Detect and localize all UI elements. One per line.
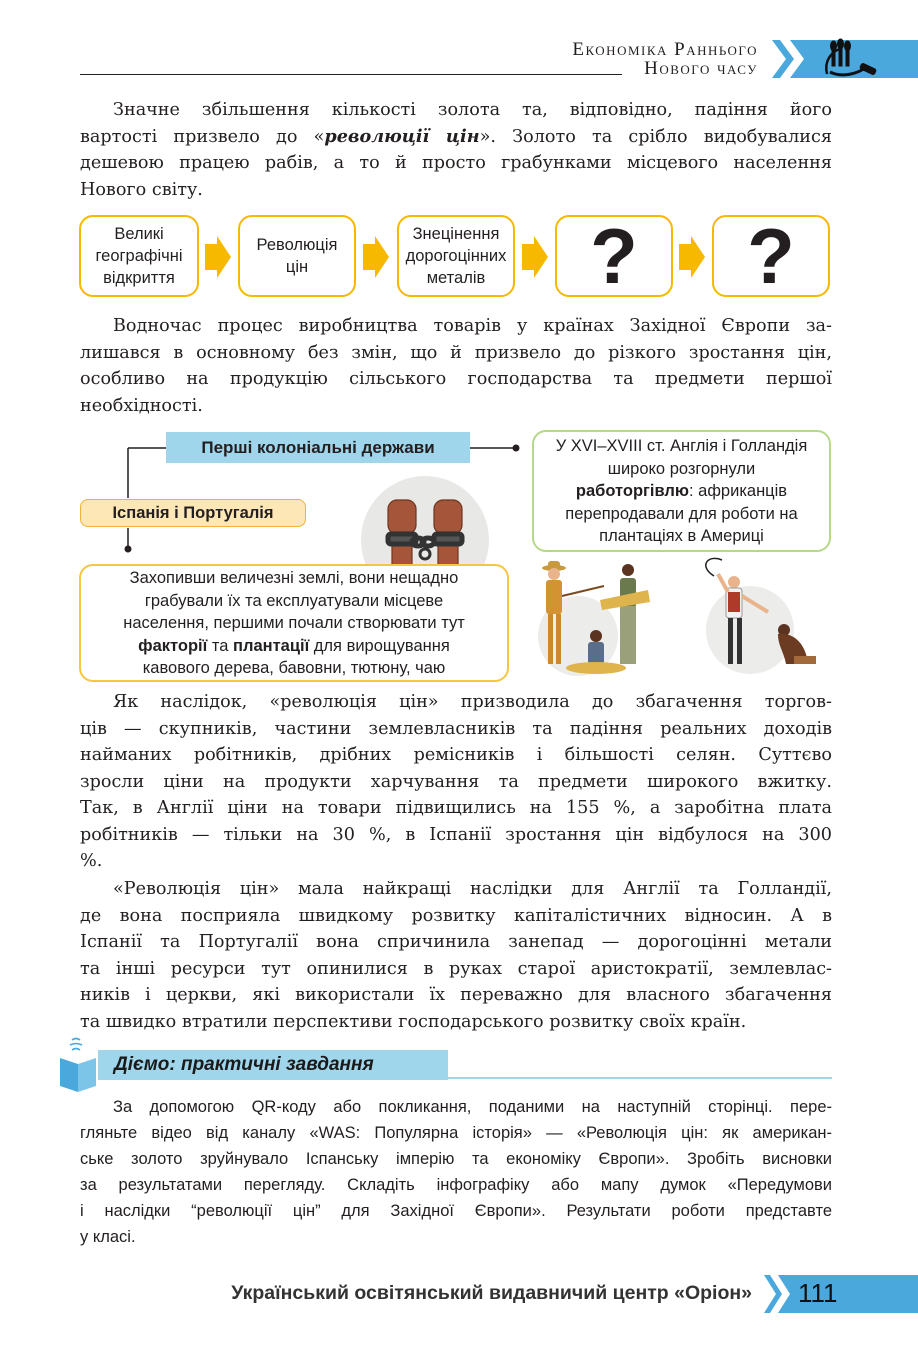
flow-box-1-line: відкриття xyxy=(103,269,175,287)
slave-trade-line xyxy=(534,480,829,503)
slave-trade-line: перепродавали для роботи на xyxy=(565,504,798,523)
paragraph-3 xyxy=(80,689,832,875)
p4-line: ників і церкви, які використали їх переважно для власного збагачення xyxy=(80,985,832,1005)
flow-box-metal-devaluation xyxy=(397,215,515,297)
flow-box-3-line: металів xyxy=(426,269,486,287)
task-paragraph xyxy=(80,1094,832,1250)
paragraph-2 xyxy=(80,313,832,419)
intro-line-2b: ». Золото та срібло видобувалися xyxy=(479,126,832,147)
conj: та xyxy=(207,636,233,655)
p3-line: Як наслідок, «революція цін» призводила до збагачення торгов- xyxy=(113,692,832,712)
task-line: гляньте відео від каналу «WAS: Популярна історія» — «Революція цін: як американ- xyxy=(80,1124,832,1142)
p2-line: лишався в основному без змін, що й призвело до різкого зростання цін, xyxy=(80,342,832,363)
page-number: 111 xyxy=(798,1278,838,1308)
revolution-prices-term: революції цін xyxy=(324,125,480,147)
p4-line: та інші ресурси тут опинилися в руках старої аристократії, землевлас- xyxy=(80,958,832,979)
spain-portugal-line: Захопивши величезні землі, вони нещадно xyxy=(129,569,459,587)
flow-box-price-revolution xyxy=(238,215,356,297)
p4-line: де вона посприяла швидкому розвитку капіталістичних відносин. А в xyxy=(80,905,832,926)
p3-line: ців — скупників, частини землевласників та падіння реальних доходів xyxy=(80,718,832,739)
slave-trade-term: работоргівлю xyxy=(575,482,689,500)
task-line: ське золото зруйнувало Іспанську імперію та економіку Європи». Зробіть висновки xyxy=(80,1150,832,1168)
flow-box-3-line: дорогоцінних xyxy=(405,247,507,265)
colonial-title: Перші колоніальні держави xyxy=(166,432,470,463)
factories-term: факторії xyxy=(138,636,208,655)
p3-line: робітників — тільки на 30 %, в Іспанії зростання цін відбулося на 300 xyxy=(80,824,832,845)
task-rule xyxy=(448,1077,832,1079)
p4-line: «Революція цін» мала найкращі наслідки для Англії та Голландії, xyxy=(113,879,832,899)
flow-box-unknown-2 xyxy=(712,212,830,300)
spain-portugal-line: грабували їх та експлуатували місцеве xyxy=(144,591,444,610)
slave-trade-line-rest: : африканців xyxy=(689,482,788,500)
p2-line: необхідності. xyxy=(80,395,203,416)
flow-arrow-4 xyxy=(679,236,705,278)
intro-line-2a: вартості призвело до « xyxy=(80,126,325,147)
question-mark: ? xyxy=(590,212,638,300)
spain-portugal-label: Іспанія і Португалія xyxy=(80,499,306,527)
footer-chevron-banner xyxy=(764,1275,918,1313)
p3-line: Так, в Англії ціни на товари підвищились на 155 %, а заробітна плата xyxy=(80,798,832,818)
p2-line: Водночас процес виробництва товарів у країнах Західної Європи за- xyxy=(113,316,832,336)
slave-trade-box xyxy=(532,430,831,552)
flow-box-2-line: Революція xyxy=(256,236,338,254)
flow-box-discoveries xyxy=(79,215,199,297)
flow-arrow-3 xyxy=(522,236,548,278)
header-line-1: Економіка Раннього xyxy=(572,39,758,60)
book-icon xyxy=(58,1036,102,1092)
spain-portugal-line: кавового дерева, бавовни, тютюну, чаю xyxy=(142,659,446,677)
paragraph-4 xyxy=(80,876,832,1035)
header-line-2: Нового часу xyxy=(644,58,758,79)
spain-portugal-box xyxy=(79,564,509,682)
slave-trade-scene xyxy=(538,556,828,680)
flow-box-unknown-1 xyxy=(555,212,673,300)
publisher-name: Український освітянський видавничий центр «Оріон» xyxy=(231,1282,752,1304)
task-line: за результатами перегляду. Складіть інфографіку або мапу думок «Передумови xyxy=(80,1176,832,1194)
intro-line-3: дешевою працею рабів, а то й просто грабунками місцевого населення xyxy=(80,153,832,173)
intro-line-1: Значне збільшення кількості золота та, відповідно, падіння його xyxy=(113,100,832,120)
spain-portugal-line xyxy=(81,635,507,658)
flow-box-3-line: Знецінення xyxy=(412,225,500,243)
flow-box-1-line: географічні xyxy=(95,247,183,265)
task-line: За допомогою QR-коду або покликання, поданими на наступній сторінці. пере- xyxy=(113,1098,832,1116)
plantations-term: плантації xyxy=(233,636,310,655)
task-title: Діємо: практичні завдання xyxy=(98,1050,448,1080)
spain-portugal-line: населення, першими почали створювати тут xyxy=(123,614,465,632)
slave-trade-line: плантаціях в Америці xyxy=(599,527,764,545)
intro-line-4: Нового світу. xyxy=(80,179,203,200)
task-line: і наслідки “революції цін” для Західної Європи». Результати роботи представте xyxy=(80,1202,832,1220)
header-chevron-banner xyxy=(772,38,918,80)
p3-line: %. xyxy=(80,851,103,871)
intro-line-2 xyxy=(80,124,832,151)
flow-arrow-1 xyxy=(205,236,231,278)
task-line: у класі. xyxy=(80,1228,136,1246)
line-rest: для вирощування xyxy=(309,636,450,655)
p3-line: зросли ціни на продукти харчування та предмети широкого вжитку. xyxy=(80,771,832,792)
p4-line: та швидко втратили перспективи господарського розвитку своїх країн. xyxy=(80,1011,747,1032)
slave-trade-line: широко розгорнули xyxy=(607,459,756,478)
p3-line: найманих робітників, дрібних ремісників і більшості селян. Суттєво xyxy=(80,745,832,765)
flow-box-2-line: цін xyxy=(285,258,309,276)
slave-trade-line: У XVI–XVIII ст. Англія і Голландія xyxy=(555,437,808,455)
p2-line: особливо на продукцію сільського господарства та предмети першої xyxy=(80,369,832,389)
intro-paragraph xyxy=(80,97,832,203)
question-mark: ? xyxy=(747,212,795,300)
flow-box-1-line: Великі xyxy=(114,225,164,243)
flow-arrow-2 xyxy=(363,236,389,278)
header-rule xyxy=(80,74,622,75)
p4-line: Іспанії та Португалії вона спричинила занепад — дорогоцінні метали xyxy=(80,932,832,952)
